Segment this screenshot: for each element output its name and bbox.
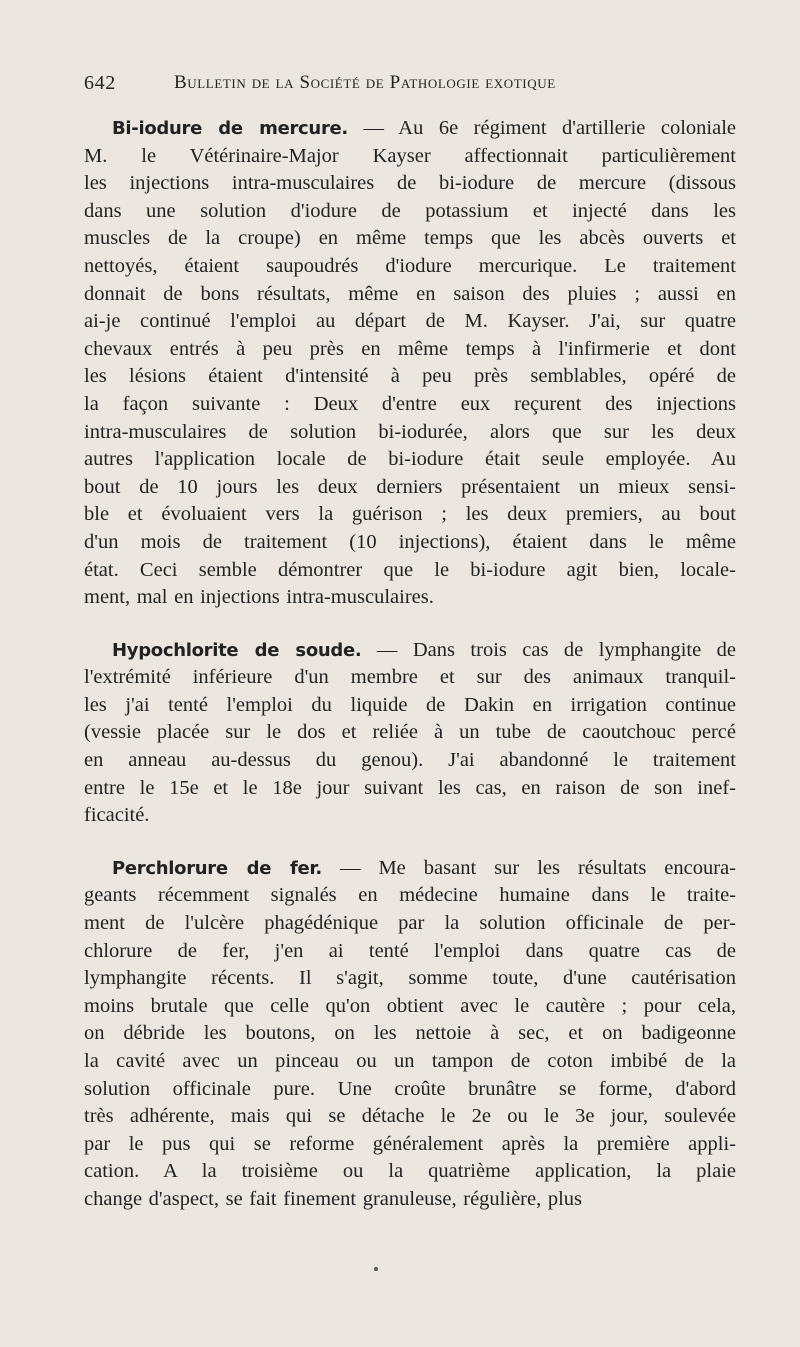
text-line	[84, 664, 736, 692]
line-text: dans une solution d'iodure de potassium et injecté dans les	[84, 199, 736, 222]
line-text: d'un mois de traitement (10 injections), étaient dans le même	[84, 530, 736, 553]
paragraph-hypochlorite	[84, 637, 736, 830]
text-line	[84, 308, 736, 336]
text-line	[84, 363, 736, 391]
running-title: Bulletin de la Société de Pathologie exotique	[174, 72, 556, 93]
line-text: bout de 10 jours les deux derniers présentaient un mieux sensi-	[84, 475, 736, 498]
page-number: 642	[84, 72, 116, 94]
line-text: ficacité.	[84, 804, 150, 827]
line-text: ment de l'ulcère phagédénique par la solution officinale de per-	[84, 912, 736, 935]
line-text: on débride les boutons, on les nettoie à sec, et on badigeonne	[84, 1022, 736, 1045]
line-text: par le pus qui se reforme généralement après la première appli-	[84, 1132, 736, 1155]
text-line	[84, 281, 736, 309]
text-line	[84, 1131, 736, 1159]
text-line	[84, 1186, 736, 1214]
text-line	[84, 501, 736, 529]
line-text: autres l'application locale de bi-iodure était seule employée. Au	[84, 448, 736, 471]
line-text: très adhérente, mais qui se détache le 2e ou le 3e jour, soulevée	[84, 1105, 736, 1128]
text-line	[84, 115, 736, 143]
page-speck	[374, 1267, 378, 1271]
text-line	[84, 391, 736, 419]
line-text: entre le 15e et le 18e jour suivant les cas, en raison de son inef-	[84, 776, 736, 799]
text-line	[84, 529, 736, 557]
text-line	[84, 584, 736, 612]
line-text: lymphangite récents. Il s'agit, somme toute, d'une cautérisation	[84, 967, 736, 990]
line-text: ment, mal en injections intra-musculaires.	[84, 586, 434, 609]
line-text: les lésions étaient d'intensité à peu près semblables, opéré de	[84, 365, 736, 388]
section-lead: Bi-iodure de mercure.	[112, 118, 348, 139]
text-line	[84, 692, 736, 720]
text-line	[84, 336, 736, 364]
text-line	[84, 198, 736, 226]
section-lead: Perchlorure de fer.	[112, 857, 322, 879]
line-text: M. le Vétérinaire-Major Kayser affectionnait particulièrement	[84, 144, 736, 167]
text-line	[84, 143, 736, 171]
text-line	[84, 225, 736, 253]
line-text: état. Ceci semble démontrer que le bi-iodure agit bien, locale-	[84, 558, 736, 581]
text-line	[84, 253, 736, 281]
line-text: — Au 6e régiment d'artillerie coloniale	[363, 117, 736, 139]
line-text: muscles de la croupe) en même temps que les abcès ouverts et	[84, 227, 736, 250]
text-line	[84, 747, 736, 775]
text-line	[84, 965, 736, 993]
line-text: ble et évoluaient vers la guérison ; les deux premiers, au bout	[84, 503, 736, 526]
text-line	[84, 802, 736, 830]
text-line	[84, 855, 736, 883]
text-line	[84, 557, 736, 585]
line-text: l'extrémité inférieure d'un membre et sur des animaux tranquil-	[84, 666, 736, 689]
text-line	[84, 882, 736, 910]
line-text: — Me basant sur les résultats encoura-	[339, 856, 736, 879]
text-line	[84, 993, 736, 1021]
section-lead: Hypochlorite de soude.	[112, 639, 362, 661]
line-text: en anneau au-dessus du genou). J'ai abandonné le traitement	[84, 749, 736, 772]
line-text: donnait de bons résultats, même en saison des pluies ; aussi en	[84, 282, 736, 305]
text-line	[84, 1103, 736, 1131]
line-text: la façon suivante : Deux d'entre eux reçurent des injections	[84, 392, 736, 415]
text-line	[84, 419, 736, 447]
paragraph-perchlorure	[84, 855, 736, 1214]
text-line	[84, 474, 736, 502]
line-text: les j'ai tenté l'emploi du liquide de Dakin en irrigation continue	[84, 693, 736, 716]
text-line	[84, 1158, 736, 1186]
line-text: — Dans trois cas de lymphangite de	[376, 638, 737, 661]
text-line	[84, 1076, 736, 1104]
line-text: (vessie placée sur le dos et reliée à un tube de caoutchouc percé	[84, 721, 736, 744]
text-line	[84, 446, 736, 474]
text-line	[84, 938, 736, 966]
line-text: change d'aspect, se fait finement granuleuse, régulière, plus	[84, 1187, 583, 1210]
text-line	[84, 775, 736, 803]
page-header	[84, 72, 736, 98]
line-text: chevaux entrés à peu près en même temps à l'infirmerie et dont	[84, 337, 736, 360]
text-line	[84, 1048, 736, 1076]
line-text: les injections intra-musculaires de bi-iodure de mercure (dissous	[84, 172, 736, 195]
line-text: la cavité avec un pinceau ou un tampon de coton imbibé de la	[84, 1050, 736, 1072]
line-text: moins brutale que celle qu'on obtient avec le cautère ; pour cela,	[84, 994, 736, 1017]
line-text: nettoyés, étaient saupoudrés d'iodure mercurique. Le traitement	[84, 254, 736, 277]
text-line	[84, 170, 736, 198]
text-line	[84, 719, 736, 747]
text-line	[84, 910, 736, 938]
line-text: solution officinale pure. Une croûte brunâtre se forme, d'abord	[84, 1077, 736, 1100]
text-line	[84, 637, 736, 665]
line-text: cation. A la troisième ou la quatrième application, la plaie	[84, 1160, 736, 1183]
line-text: geants récemment signalés en médecine humaine dans le traite-	[84, 884, 736, 907]
paragraph-bi-iodure	[84, 115, 736, 612]
line-text: intra-musculaires de solution bi-iodurée, alors que sur les deux	[84, 420, 736, 443]
line-text: ai-je continué l'emploi au départ de M. Kayser. J'ai, sur quatre	[84, 310, 736, 333]
text-line	[84, 1020, 736, 1048]
page-body	[84, 115, 736, 1214]
line-text: chlorure de fer, j'en ai tenté l'emploi dans quatre cas de	[84, 939, 736, 962]
